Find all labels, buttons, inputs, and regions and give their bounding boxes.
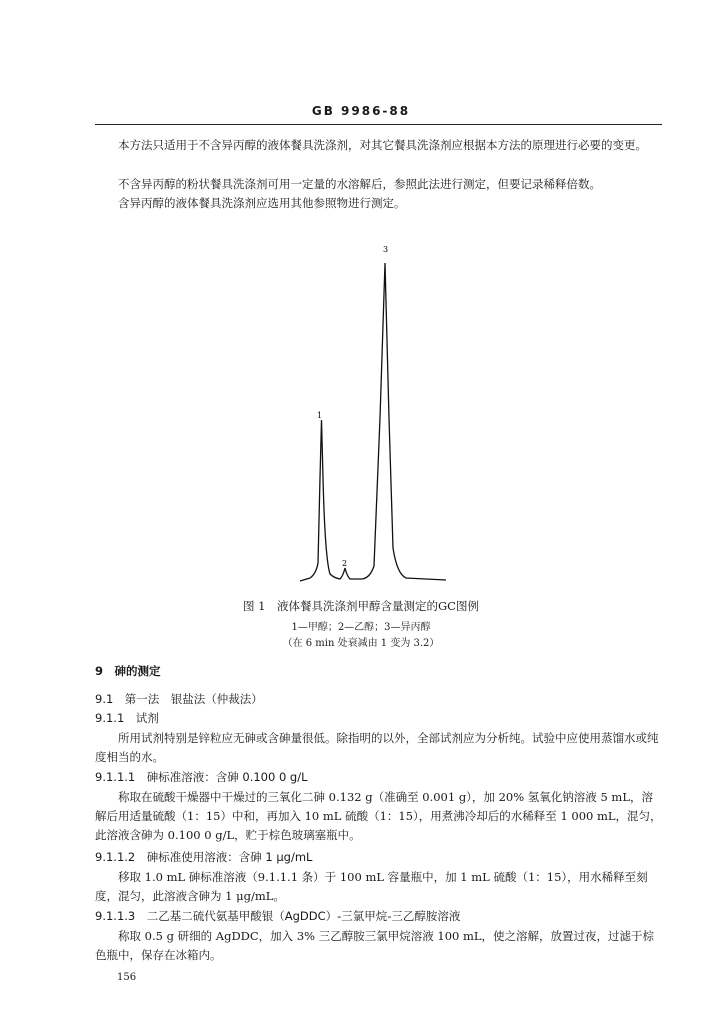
header-rule	[95, 124, 662, 125]
section-9-1-1-text: 所用试剂特别是锌粒应无砷或含砷量很低。除指明的以外，全部试剂应为分析纯。试验中应使用蒸馏水或纯度相当的水。	[95, 731, 659, 764]
gc-chromatogram	[290, 238, 460, 588]
page-number: 156	[117, 972, 137, 983]
section-9-1-1-2-text: 移取 1.0 mL 砷标准溶液（9.1.1.1 条）于 100 mL 容量瓶中，加 1 mL 硫酸（1：15），用水稀释至刻度，混匀，此溶液含砷为 1 μg/mL。	[95, 870, 648, 903]
section-9-1-1-1-heading: 9.1.1.1 砷标准溶液：含砷 0.100 0 g/L	[95, 770, 308, 784]
peak-label-3: 3	[383, 245, 389, 254]
intro-paragraph-1: 本方法只适用于不含异丙醇的液体餐具洗涤剂，对其它餐具洗涤剂应根据本方法的原理进行必要的变更。	[118, 138, 647, 152]
section-9-1-1-2-heading: 9.1.1.2 砷标准使用溶液：含砷 1 μg/mL	[95, 850, 313, 864]
section-9-1-heading: 9.1 第一法 银盐法（仲裁法）	[95, 692, 263, 706]
figure-legend: 1—甲醇；2—乙醇；3—异丙醇	[291, 622, 431, 633]
figure-note: （在 6 min 处衰减由 1 变为 3.2）	[282, 638, 440, 649]
section-9-1-1-3-text: 称取 0.5 g 研细的 AgDDC，加入 3% 三乙醇胺三氯甲烷溶液 100 mL，使之溶解，放置过夜，过滤于棕色瓶中，保存在冰箱内。	[95, 929, 655, 962]
peak-label-1: 1	[317, 411, 323, 420]
chromatogram-trace	[300, 263, 446, 581]
figure-caption: 图 1 液体餐具洗涤剂甲醇含量测定的GC图例	[243, 599, 479, 613]
section-9-heading: 9 砷的测定	[95, 664, 161, 678]
section-9-1-1-3-heading: 9.1.1.3 二乙基二硫代氨基甲酸银（AgDDC）-三氯甲烷-三乙醇胺溶液	[95, 909, 461, 923]
section-9-1-1-1-text: 称取在硫酸干燥器中干燥过的三氧化二砷 0.132 g（准确至 0.001 g），加 20% 氢氧化钠溶液 5 mL，溶解后用适量硫酸（1：15）中和，再加入 10 mL 硫酸（1：15），用煮沸冷却后的水稀释至 1 000 mL，混匀，此溶液含砷为 0.100 0 g/L，贮于棕色玻璃塞瓶中。	[95, 790, 662, 842]
standard-header: GB 9986-88	[311, 104, 411, 118]
intro-paragraph-3: 含异丙醇的液体餐具洗涤剂应选用其他参照物进行测定。	[118, 196, 406, 210]
peak-label-2: 2	[342, 559, 348, 568]
section-9-1-1-heading: 9.1.1 试剂	[95, 711, 159, 725]
intro-paragraph-2: 不含异丙醇的粉状餐具洗涤剂可用一定量的水溶解后，参照此法进行测定，但要记录稀释倍数。	[118, 177, 601, 191]
